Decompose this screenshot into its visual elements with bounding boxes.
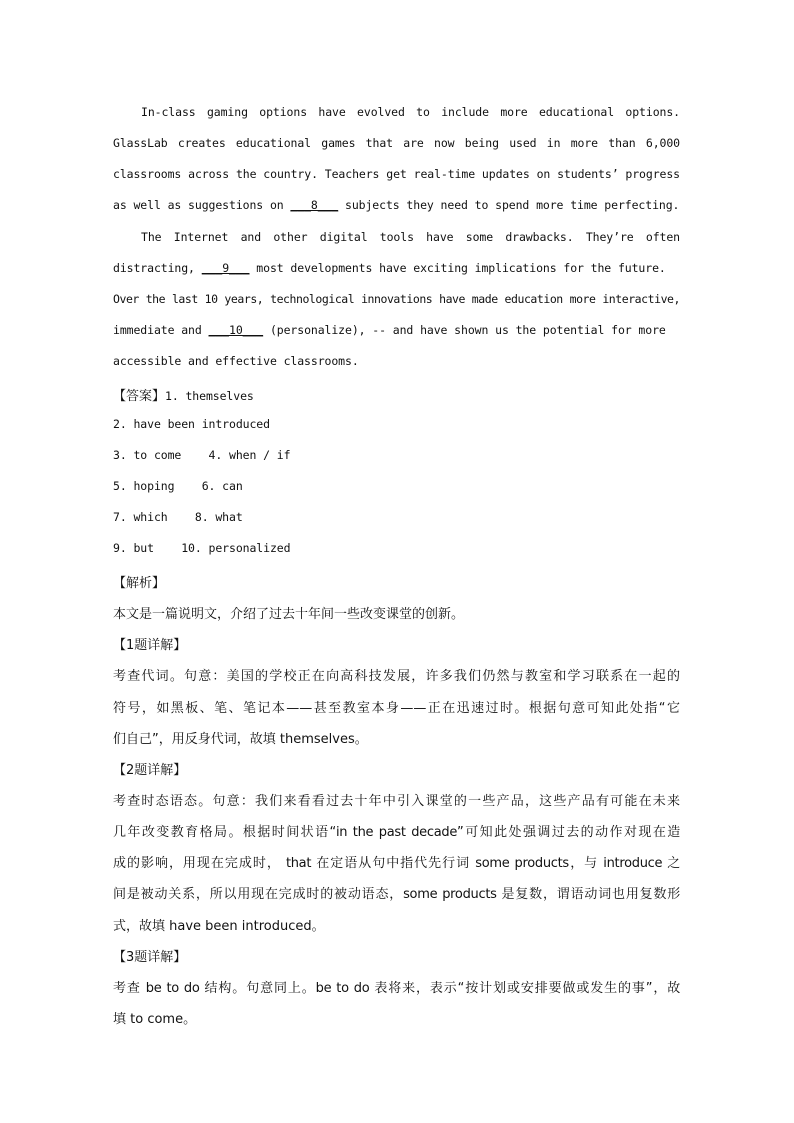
passage-p1-line3: classrooms across the country. Teachers get real-time updates on students’ progress — [113, 167, 680, 181]
passage-text: subjects they need to spend more time perfecting. — [338, 198, 680, 212]
q3-line-2: 填 to come。 — [113, 1012, 197, 1027]
q1-label: 【1题详解】 — [113, 638, 187, 653]
analysis-label: 【解析】 — [113, 576, 166, 591]
answer-2: 2. have been introduced — [113, 417, 270, 431]
passage-text: immediate and — [113, 323, 209, 337]
passage-p1-line1: In-class gaming options have evolved to include more educational options. — [141, 105, 680, 119]
q2-line-5: 式，故填 have been introduced。 — [113, 919, 325, 934]
analysis-intro: 本文是一篇说明文，介绍了过去十年间一些改变课堂的创新。 — [113, 607, 465, 622]
passage-p1-line4 — [113, 198, 679, 212]
q2-line-4: 间是被动关系，所以用现在完成时的被动语态，some products 是复数，谓语动词也用复数形 — [113, 887, 680, 902]
q3-line-1: 考查 be to do 结构。句意同上。be to do 表将来，表示“按计划或安排要做或发生的事”，故 — [113, 981, 680, 996]
blank-8: ___8___ — [290, 198, 339, 212]
answer-3-4: 3. to come 4. when / if — [113, 448, 291, 462]
answers-label: 【答案】 — [113, 389, 166, 404]
passage-p2-line2 — [113, 261, 666, 275]
passage-text: as well as suggestions on — [113, 198, 291, 212]
passage-text: distracting, — [113, 261, 202, 275]
q2-line-2: 几年改变教育格局。根据时间状语“in the past decade”可知此处强调过去的动作对现在造 — [113, 825, 680, 840]
q1-line-1: 考查代词。句意：美国的学校正在向高科技发展，许多我们仍然与教室和学习联系在一起的 — [113, 669, 680, 684]
answer-9-10: 9. but 10. personalized — [113, 541, 291, 555]
answer-7-8: 7. which 8. what — [113, 510, 243, 524]
passage-p1-line2: GlassLab creates educational games that are now being used in more than 6,000 — [113, 136, 680, 150]
q2-label: 【2题详解】 — [113, 763, 187, 778]
passage-p2-line5: accessible and effective classrooms. — [113, 354, 359, 368]
answer-1: 1. themselves — [165, 389, 254, 403]
passage-p2-line3: Over the last 10 years, technological innovations have made education more interactive, — [113, 292, 680, 306]
blank-9: ___9___ — [201, 261, 250, 275]
answers-line-1 — [113, 385, 254, 404]
passage-p2-line1: The Internet and other digital tools have some drawbacks. They’re often — [141, 230, 680, 244]
q2-line-1: 考查时态语态。句意：我们来看看过去十年中引入课堂的一些产品，这些产品有可能在未来 — [113, 794, 680, 809]
q2-line-3: 成的影响，用现在完成时， that 在定语从句中指代先行词 some products，与 introduce 之 — [113, 856, 680, 871]
blank-10: ___10___ — [208, 323, 264, 337]
q1-line-3: 们自己”，用反身代词，故填 themselves。 — [113, 732, 368, 747]
passage-text: (personalize), -- and have shown us the potential for more — [263, 323, 666, 337]
q3-label: 【3题详解】 — [113, 950, 187, 965]
q1-line-2: 符号，如黑板、笔、笔记本——甚至教室本身——正在迅速过时。根据句意可知此处指“它 — [113, 701, 680, 716]
passage-text: most developments have exciting implications for the future. — [249, 261, 666, 275]
passage-p2-line4 — [113, 323, 666, 337]
answer-5-6: 5. hoping 6. can — [113, 479, 243, 493]
